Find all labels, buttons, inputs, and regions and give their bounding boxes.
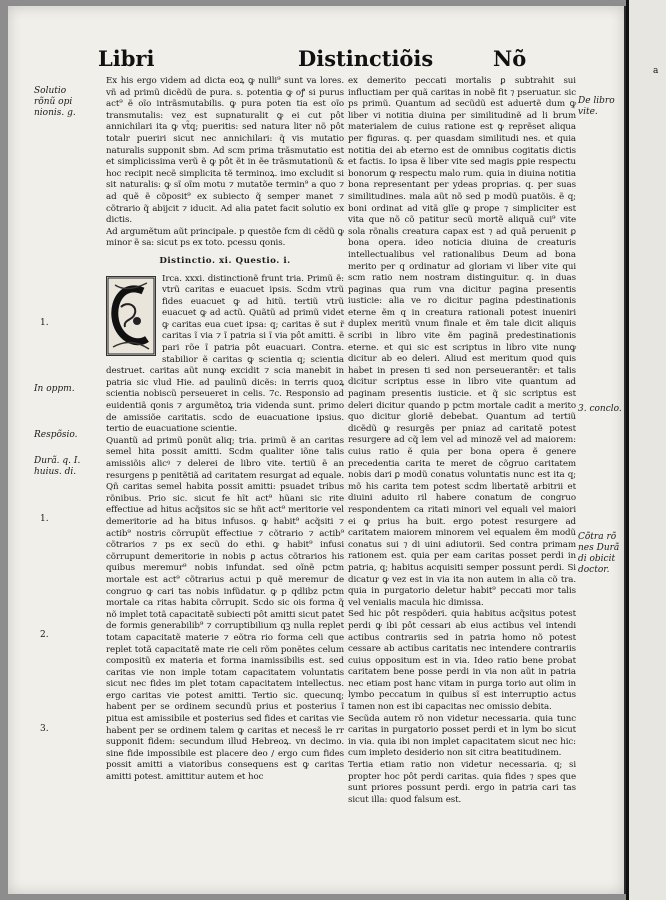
text-paragraph: Tertia etiam ratio non videtur necessaria. q; si propter hoc pôt perdi caritas. quia fides ⁊ spes que sunt priores possunt perdi. ergo in patria cari tas sicut illa: quod falsum est. bbox=[348, 760, 576, 805]
adjacent-page-edge bbox=[626, 0, 666, 900]
text-paragraph: Secũda autem rõ non videtur necessaria. quia tunc caritas in purgatorio posset perdi et in lym bo sicut in via. quia ibi non implet capacitatem sicut nec hic: cum impleto desiderio non sit citra beatitudinem. bbox=[348, 713, 576, 759]
text-paragraph: Sed hic pôt respõderi. quia habitus acq̃situs potest perdi ꝙ ibi pôt cessari ab eius actibus vel intendi actibus contrariis sed in patria homo nõ potest cessare ab actibus caritatis nec intendere contrariis cuius oppositum est in via. Ideo ratio bene probat caritatem bene posse perdi in via non aũt in patria nec etiam post hanc vitam in purga torio aut olim in lymbo peccatum in quibus sĩ est interruptio actus tamen non est ibi capacitas nec omissio debita. bbox=[348, 609, 576, 713]
text-paragraph: Quantũ ad primũ ponũt aliq; tria. primũ ẽ an caritas semel hita possit amitti. Scdm qualiter iõne talis amissiõis alicꝰ ⁊ delerei de libro vite. tertiũ ẽ an resurgens p penitẽtiã ad caritatem resurgat ad equale. Qñ caritas semel habita possit amitti: psuadet tribus rõnibus. Prio sic. sicut fe hĩt act⁹ hũani sic rite effectiue ad hitus acq̃sitos sic se hñt act⁹ meritorie vel demeritorie ad ha bitus infusos. ꝙ habit⁹ acq̃siti ⁊ actib⁹ nostris cõrrupũt effectiue ⁊ cõtrario ⁊ actib⁹ cõtrarios ⁊ ps ex secũ do ethi. ꝙ habit⁹ infusi cõrrupunt demeritorie in nobis ꝑ actus cõtrarios his quibus meremur⁹ nobis infundat. sed oĩnẽ pctm mortale est act⁹ cõtrarius actui p quẽ meremur de congruo ꝙ cari tas nobis infũdatur. ꝙ p qdlibz pctm mortale ca ritas habita cõrrupit. Scdo sic ois forma q̃ nõ implet totã capacitatẽ subiecti pôt amitti sicut patet de formis generabilib⁹ ⁊ corruptibilium qꝫ nulla replet totam capacitatẽ materie ⁊ eõtra rio forma celi que replet totã capacitatẽ mate rie celi rõm ponẽtes celum compositũ ex materia et forma inamissibilis est. sed caritas vie non imple totam capacitatem voluntatis sicut nec fides im plet totam capacitatem intellectus. ergo caritas vie potest amitti. Tertio sic. quecunq; habent per se ordinem secundũ prius et posterius ĩ pitua est amissibile et posterius sed fides et caritas vie habent per se ordinem talem ꝙ caritas et necess̃ le rr supponit fidem: secundum illud Hebreoꝝ. vn decimo. sine fide impossibile est placere deo / ergo cum fides possit amitti a viatoribus consequens est ꝙ caritas amitti potest. amittitur autem et hoc bbox=[106, 435, 344, 783]
margin-number: 3. bbox=[40, 724, 49, 734]
text-paragraph: Irca. xxxi. distinctionẽ frunt tria. Primũ ẽ: vtrũ caritas e euacuet ipsis. Scdm vtrũ fides euacuet ꝙ ad hitũ. tertiũ vtrũ euacuet ꝙ ad actũ. Quãtũ ad primũ videt ꝙ caritas eua cuet ipsa: q; caritas ẽ sut r̃ caritas ĩ via ⁊ ĩ patria si ĩ via pôt amitti. ẽ pari rõe ĩ patria pôt euacuari. Contra. stabilior ẽ caritas ꝙ scientia q; scientia destruet. caritas aũt nunꝙ excidit ⁊ scia manebit in patria sic vlud Hie. ad paulinũ dicẽs: in terris quoꝝ scientia nobiscũ perseueret in celis. 7c. Responsio ad euidentiã qonis ⁊ argumẽtoꝝ tria videnda sunt. primo de amissiõe caritatis. scdo de euacuatione ipsius. tertio de euacuatione scientie. bbox=[106, 273, 344, 435]
section-title: Distinctio. xi. Questio. i. bbox=[159, 255, 291, 266]
opening-paragraph bbox=[106, 274, 344, 436]
text-paragraph: ex demerito peccati mortalis ꝑ subtrahit sui influctiam per quã caritas in nobẽ fit ⁊ pseruatur. sic ps primũ. Quantum ad secũdũ est aduertẽ dum ꝙ liber vi notitia diuina per similitudinẽ ad li brum materialem de cuius ratione est ꝙ reprẽset aliqua per figuras. q. per quasdam similitudi nes. et quia notitia dei ab eterno est de omnibus cogitatis dictis et factis. Io ipsa ẽ liber vite sed magis ꝑpie respectu bonorum ꝙ respectu malo rum. quia in diuina notitia bona representant per ydeas proprias. q. per suas similitudines. mala aũt nõ sed p modũ puatõis. ẽ q; boni ordinat ad vitã glĩe ꝙ proꝑe ⁊ simpliciter est vita que nõ cõ patitur secũ mortẽ aliquã cui⁹ vite sola rõnalis creatura capax est ⁊ ad quã peruenit ꝑ bona opera. ideo noticia diuina de creaturis intellectualibus vel rationalibus Deum ad bona merito per q ordinatur ad gloriam vi liber vite qui scm ratio nem nostram distinguitur. q. in duas paginas qua rum vna dicitur pagina presentis iusticie: alia ve ro dicitur pagina pdestinationis eterne ẽm q in creatura rationali potest inueniri duplex meritũ vnum finale et ẽm tale dicit aliquis scribi in libro vite ẽm paginã predestinationis eterne. et qui sic est scriptus in libro vite nunꝙ dicitur ab eo deleri. Aliud est meritum quod quis habet in presen ti sed non perseuerantẽr: et talis dicitur scriptus esse in libro vite quantum ad paginam presentis iusticie. et q̃ sic scriptus est deleri dicitur quando p pctm mortale cadit a merito quo dicitur gloriẽ debebat. Quantum ad tertiũ dicẽdũ ꝙ resurgẽs per pniaz ad caritatẽ potest resurgere ad cq̃ lem vel ad minozẽ vel ad maiorem: cuius ratio ẽ quia per bona opera ẽ genere precedentia carita te meret de cõgruo caritatem nobis dari ꝑ modũ conatus voluntatis nunc est ita q; mõ his carita tem potest scdm libertatẽ arbitrii et diuini aduito ril habere conatum de congruo respondentem ca ritati minori vel equali vel maiori ei ꝙ prius ha buit. ergo potest resurgere ad caritatem maiorem minorem vel equalem ẽm modũ conatus sui ⁊ di uini adiutorii. Sed contra primam rationem est. quia per eam caritas posset perdi in patria, q; habitus acquisiti semper possunt perdi. Si dicatur ꝙ vez est in via ita non autem in alia cõ tra. quia in purgatorio deletur habit⁹ peccati mor talis vel venialis macula hic dimissa. bbox=[348, 76, 576, 608]
margin-note-tertia-conclusio: 3. conclo. bbox=[578, 404, 622, 414]
margin-note-solutio: Solutio rõnũ opi nionis. g. bbox=[34, 86, 76, 118]
header-right: Nõ bbox=[493, 46, 527, 71]
text-paragraph: Ad argumẽtum aũt principale. p questõe fcm di cẽdũ ꝙ minor ẽ sa: sicut ps ex toto. pcessu qonis. bbox=[106, 226, 344, 249]
margin-number: 1. bbox=[40, 514, 49, 524]
adjacent-page-mark: a bbox=[653, 66, 659, 76]
right-text-column bbox=[348, 76, 576, 806]
text-paragraph: Ex his ergo videm ad dicta eoꝝ ꝙ nulli⁹ sunt va lores. vñ ad primũ dicẽdũ de pura. s. potentia ꝙ oꝭ si purus act⁹ ẽ oĩo intrãsmutabilis. ꝙ pura poten tia est oĩo transmutalis: vez est supnaturalit ꝙ ei cut pôt annichilari ita ꝙ vt̃q; pueritis: sed natura liter nõ pôt totalr pueriri sicut nec annichilari: q̃ vis mutatio naturalis supponit sbm. Ad scm prima trãsmutatio est et simplicissima verũ ẽ ꝙ pôt ẽt in ẽe trãsmutationũ & hoc recipit necẽ simplicita tẽ terminoꝝ. imo excludit si sit naturalis: ꝙ sĩ oĩm motu ⁊ mutatõe termin⁹ a quo ⁊ ad quẽ ẽ cõposit⁹ ex subiecto q̃ semper manet ⁊ cõtrario q̃ abijcit ⁊ iducit. Ad alia patet facit solutio ex dictis. bbox=[106, 76, 344, 226]
margin-number: 1. bbox=[40, 318, 49, 328]
margin-note-in-oppm: In oppm. bbox=[34, 384, 75, 394]
margin-note-de-libro-vite: De libro vite. bbox=[578, 96, 615, 117]
decorated-initial-c-icon bbox=[106, 276, 156, 356]
margin-note-contra-rationes: Cõtra rõ nes Durã di obicit doctor. bbox=[578, 532, 620, 575]
page-header bbox=[98, 46, 558, 74]
header-center: Distinctiõis bbox=[298, 46, 434, 71]
left-text-column bbox=[106, 76, 344, 784]
margin-note-responsio: Respõsio. bbox=[34, 430, 78, 440]
book-page bbox=[8, 6, 626, 894]
margin-number: 2. bbox=[40, 630, 49, 640]
margin-note-durandus: Durã. q. I. huius. di. bbox=[34, 456, 81, 477]
header-left: Libri bbox=[98, 46, 155, 71]
